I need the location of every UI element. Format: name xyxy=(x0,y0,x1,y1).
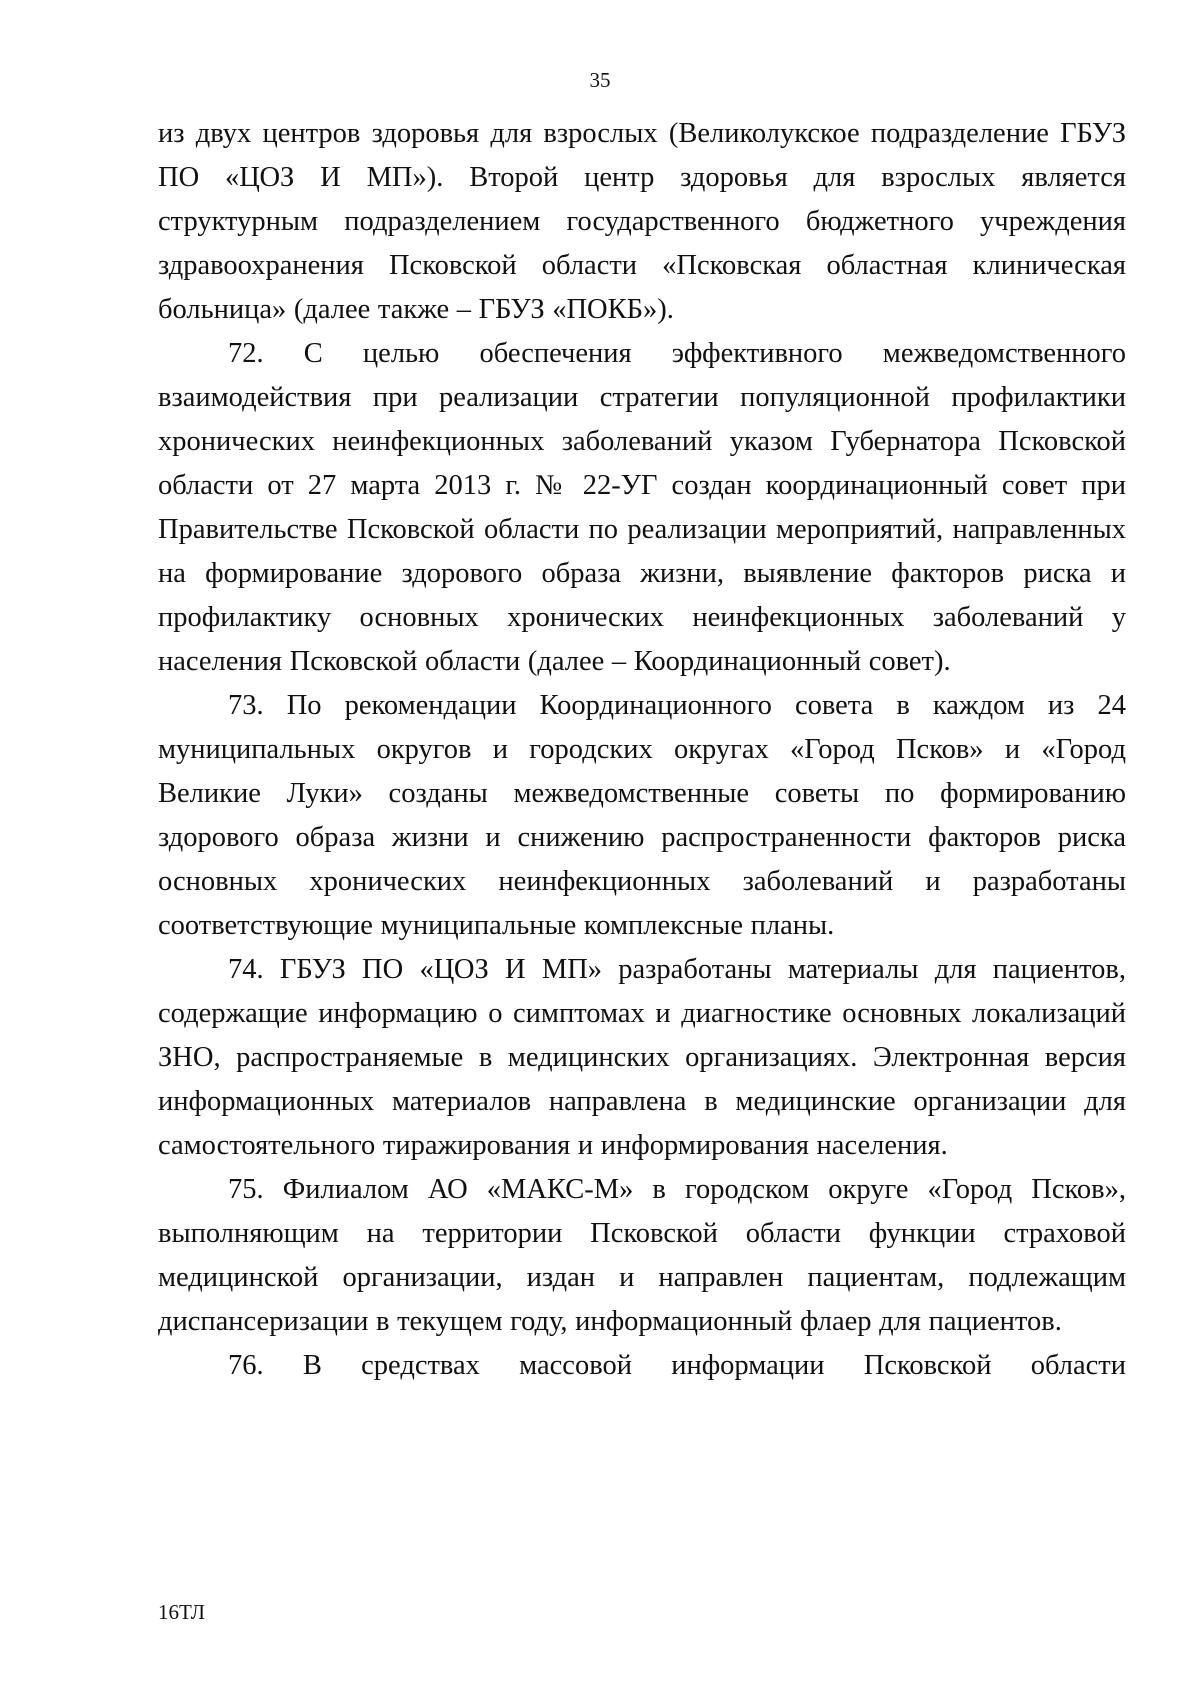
paragraph-73: 73. По рекомендации Координационного совета в каждом из 24 муниципальных округов и городских округах «Город Псков» и «Город Великие Луки» созданы межведомственные советы по формированию здорового образа жизни и снижению распространенности факторов риска основных хронических неинфекционных заболеваний и разработаны соответствующие муниципальные комплексные планы. xyxy=(158,690,1126,941)
document-body xyxy=(158,112,1126,1388)
paragraph-continuation: из двух центров здоровья для взрослых (Великолукское подразделение ГБУЗ ПО «ЦОЗ И МП»). Второй центр здоровья для взрослых является структурным подразделением государственного бюджетного учреждения здравоохранения Псковской области «Псковская областная клиническая больница» (далее также – ГБУЗ «ПОКБ»). xyxy=(158,118,1126,325)
paragraph-72: 72. С целью обеспечения эффективного межведомственного взаимодействия при реализации стратегии популяционной профилактики хронических неинфекционных заболеваний указом Губернатора Псковской области от 27 марта 2013 г. № 22-УГ создан координационный совет при Правительстве Псковской области по реализации мероприятий, направленных на формирование здорового образа жизни, выявление факторов риска и профилактику основных хронических неинфекционных заболеваний у населения Псковской области (далее – Координационный совет). xyxy=(158,338,1126,677)
paragraph-75: 75. Филиалом АО «МАКС-М» в городском округе «Город Псков», выполняющим на территории Псковской области функции страховой медицинской организации, издан и направлен пациентам, подлежащим диспансеризации в текущем году, информационный флаер для пациентов. xyxy=(158,1174,1126,1337)
footer-document-code: 16ТЛ xyxy=(158,1600,206,1624)
paragraph-76: 76. В средствах массовой информации Псковской области xyxy=(228,1350,1126,1381)
paragraph-74: 74. ГБУЗ ПО «ЦОЗ И МП» разработаны материалы для пациентов, содержащие информацию о симптомах и диагностике основных локализаций ЗНО, распространяемые в медицинских организациях. Электронная версия информационных материалов направлена в медицинские организации для самостоятельного тиражирования и информирования населения. xyxy=(158,954,1126,1161)
page-number: 35 xyxy=(589,68,611,92)
